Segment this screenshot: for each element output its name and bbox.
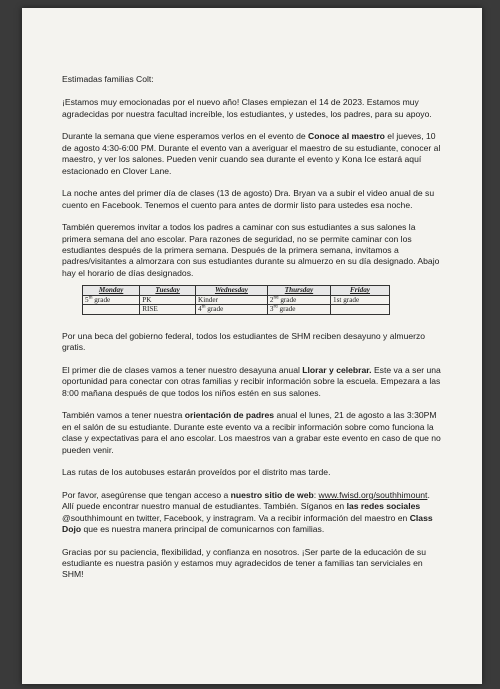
class-dojo-label: Class Dojo (62, 512, 433, 535)
table-header-row (83, 286, 390, 296)
ordinal-suffix: nd (273, 295, 279, 301)
text: Este va a ser una oportunidad para conectar con otras familias y recibir información sobre la escuela. Empezara a las 8:00 mañana después de que todos los niños estén en sus salones. (62, 365, 441, 398)
text: 4 (198, 305, 202, 314)
header-monday: Monday (83, 286, 140, 296)
cell-monday (83, 305, 140, 315)
text: : (313, 489, 319, 500)
cell-monday (83, 295, 140, 305)
ordinal-suffix: rd (273, 305, 278, 311)
meet-teacher-event: Conoce al maestro (308, 131, 385, 142)
lunch-schedule-table (82, 285, 390, 315)
text: 5 (85, 295, 89, 304)
text: anual el lunes, 21 de agosto a las 3:30PM en el salón de su estudiante. Durante este evento va a recibir información sobre como funciona la clase y expectativas para el ano escolar. Los maestros van a grabar este evento en caso de que no pueden venir. (62, 410, 441, 455)
paragraph-bus-routes: Las rutas de los autobuses estarán proveídos por el distrito mas tarde. (62, 467, 331, 478)
paragraph-walk-with-students: También queremos invitar a todos los padres a caminar con sus estudiantes a sus salones la primera semana del ano escolar. Para razones de seguridad, no se permite caminar con los estudiantes después de la primera semana. Después de la primera semana, invitamos a padres/visitantes a almorzara con sus estudiantes durante su almuerzo en su día designado. Abajo hay el horario de días designados. (62, 222, 440, 278)
cell-friday (331, 305, 390, 315)
paragraph-website-social (62, 490, 442, 536)
text: que es nuestra manera principal de comunicarnos con familias. (81, 524, 325, 535)
text: 3 (269, 305, 274, 314)
ordinal-suffix: th (88, 295, 93, 301)
header-wednesday: Wednesday (196, 286, 268, 296)
text: @southhimount en twitter, Facebook, y instragram. Va a recibir información del maestro en (62, 512, 410, 523)
paragraph-intro: ¡Estamos muy emocionadas por el nuevo año! Clases empiezan el 14 de 2023. Estamos muy agradecidas por nuestra facultad increíble, los estudiantes, y ustedes, los padres, para su apoyo. (62, 97, 432, 119)
paragraph-closing: Gracias por su paciencia, flexibilidad, y confianza en nosotros. ¡Ser parte de la educación de su estudiante es nuestra pasión y estamos muy agradecidos de tener a familias tan serviciales en SHM! (62, 546, 427, 580)
school-website-link[interactable]: www.fwisd.org/southhimount (318, 489, 428, 500)
cell-wednesday: Kinder (196, 295, 268, 305)
paragraph-story-video: La noche antes del primer día de clases (13 de agosto) Dra. Bryan va a subir el video anual de su cuento en Facebook. Tenemos el cuento para antes de dormir listo para ustedes esa noche. (62, 188, 435, 210)
text: Por favor, asegúrense que tengan acceso a (62, 489, 231, 500)
greeting: Estimadas familias Colt: (62, 74, 154, 84)
letter-body (62, 74, 442, 592)
text: También vamos a tener nuestra (62, 410, 185, 421)
header-tuesday: Tuesday (140, 286, 196, 296)
text: grade (205, 305, 224, 314)
paragraph-meet-teacher (62, 131, 442, 177)
cell-tuesday: RISE (140, 305, 196, 315)
paragraph-parent-orientation (62, 410, 442, 456)
cell-tuesday: PK (140, 295, 196, 305)
table-row (83, 305, 390, 315)
text: Durante la semana que viene esperamos verlos en el evento de (62, 131, 309, 142)
paragraph-free-meals: Por una beca del gobierno federal, todos los estudiantes de SHM reciben desayuno y almuerzo gratis. (62, 331, 426, 353)
orientation-event: orientación de padres (184, 410, 275, 421)
social-media-label: las redes sociales (346, 501, 421, 512)
letter-page (22, 8, 482, 684)
text: . Allí puede encontrar nuestro manual de estudiantes. También. Síganos en (62, 489, 430, 512)
ordinal-suffix: th (201, 305, 206, 311)
table-row (83, 295, 390, 305)
text: grade (278, 295, 297, 304)
website-label: nuestro sitio de web (230, 489, 314, 500)
header-thursday: Thursday (267, 286, 330, 296)
breakfast-event: Llorar y celebrar. (302, 365, 372, 376)
header-friday: Friday (331, 286, 390, 296)
text: El primer die de clases vamos a tener nuestro desayuna anual (62, 365, 303, 376)
cell-thursday (267, 295, 330, 305)
text: 2 (269, 295, 274, 304)
text: el jueves, 10 de agosto 4:30-6:00 PM. Durante el evento van a averiguar el maestro de su estudiante, conocer al maestro, y ver los salones. Pueden venir cuando sea durante el evento y Kona Ice estará aquí estacionado en Clover Lane. (62, 131, 441, 176)
text: grade (277, 305, 296, 314)
paragraph-breakfast (62, 365, 442, 399)
text: grade (92, 295, 111, 304)
cell-thursday (267, 305, 330, 315)
cell-friday: 1st grade (331, 295, 390, 305)
cell-wednesday (196, 305, 268, 315)
